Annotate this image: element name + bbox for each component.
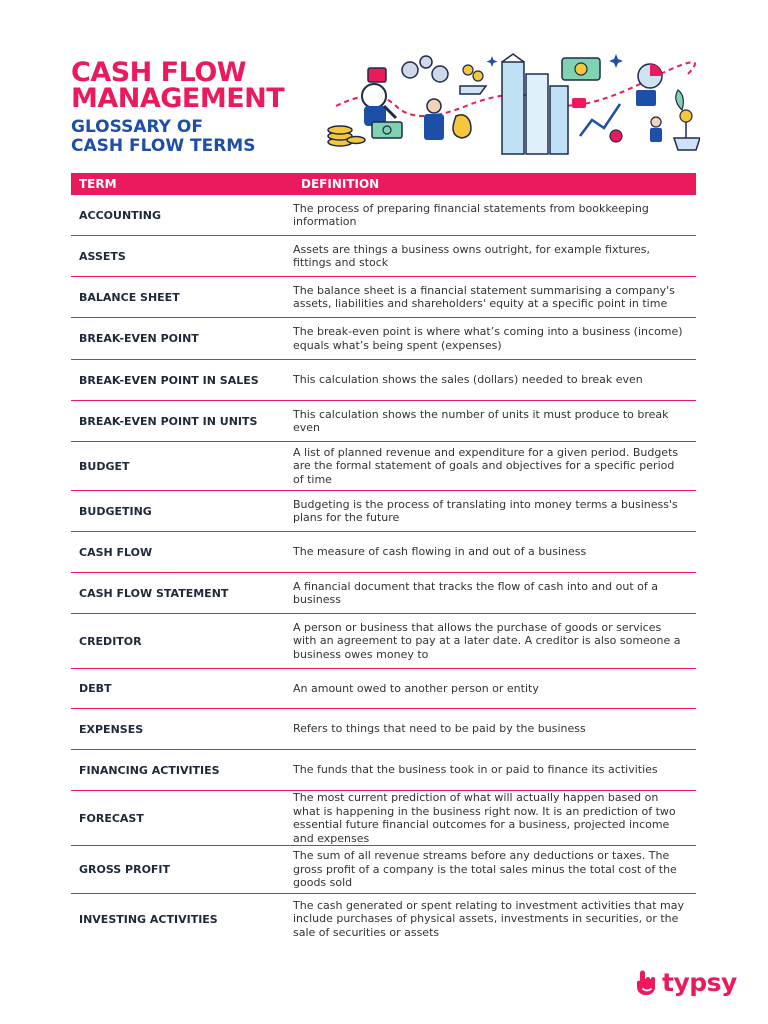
hand-logo-icon xyxy=(634,969,660,997)
row-term: FORECAST xyxy=(79,811,144,825)
gears-icon xyxy=(402,56,448,82)
businessman-icon xyxy=(424,99,471,140)
row-definition: The process of preparing financial statements from bookkeeping information xyxy=(293,201,649,228)
table-row xyxy=(71,750,696,791)
table-row xyxy=(71,894,696,944)
row-definition: The cash generated or spent relating to investment activities that may include purchases of physical assets, investments in securities, or the sale of securities or assets xyxy=(293,898,684,939)
hand-coins-icon xyxy=(460,65,486,94)
row-term: CREDITOR xyxy=(79,634,142,648)
table-row xyxy=(71,573,696,614)
table-row xyxy=(71,532,696,573)
page-header xyxy=(71,57,285,156)
table-row xyxy=(71,791,696,846)
typsy-logo xyxy=(634,968,737,997)
table-row xyxy=(71,709,696,750)
row-definition: A list of planned revenue and expenditure for a given period. Budgets are the formal statement of goals and objectives for a specific period of time xyxy=(293,445,679,486)
row-term: EXPENSES xyxy=(79,722,144,736)
row-term: BUDGETING xyxy=(79,504,152,518)
row-term: CASH FLOW STATEMENT xyxy=(79,586,229,600)
table-row xyxy=(71,360,696,401)
table-header xyxy=(71,173,696,195)
row-term: CASH FLOW xyxy=(79,545,153,559)
table-row xyxy=(71,277,696,318)
person-search-icon xyxy=(362,68,396,126)
subtitle-line-1: GLOSSARY OF xyxy=(71,117,203,137)
row-definition: An amount owed to another person or entity xyxy=(293,681,539,695)
row-definition: The most current prediction of what will actually happen based on what is happening in the business right now. It is an prediction of two essential future financial outcomes for a business, projected income and expenses xyxy=(293,791,676,845)
row-definition: The sum of all revenue streams before any deductions or taxes. The gross profit of a company is the total sales minus the total cost of the goods sold xyxy=(293,849,677,890)
table-row xyxy=(71,195,696,236)
table-row xyxy=(71,318,696,360)
coin-stack-icon xyxy=(328,126,365,146)
page-subtitle xyxy=(71,118,284,156)
trend-chart-icon xyxy=(572,98,622,142)
row-definition: A financial document that tracks the flow of cash into and out of a business xyxy=(293,579,658,606)
row-term: DEBT xyxy=(79,682,112,695)
table-body xyxy=(71,195,696,944)
row-definition: The measure of cash flowing in and out of a business xyxy=(293,545,587,559)
row-definition: Refers to things that need to be paid by the business xyxy=(293,722,586,736)
banknote-icon xyxy=(372,122,402,138)
row-definition: The balance sheet is a financial statement summarising a company's assets, liabilities and shareholders' equity at a specific point in time xyxy=(293,283,675,310)
row-definition: The break-even point is where what’s coming into a business (income) equals what’s being spent (expenses) xyxy=(293,325,683,352)
table-row xyxy=(71,236,696,277)
title-line-1: CASH FLOW xyxy=(71,57,247,88)
row-term: ASSETS xyxy=(79,249,126,263)
money-bill-icon xyxy=(562,58,600,80)
row-definition: This calculation shows the sales (dollars) needed to break even xyxy=(293,373,643,387)
subtitle-line-2: CASH FLOW TERMS xyxy=(71,136,256,156)
row-term: ACCOUNTING xyxy=(79,208,161,222)
column-header-term: TERM xyxy=(79,177,117,191)
table-row xyxy=(71,669,696,709)
title-line-2: MANAGEMENT xyxy=(71,83,285,114)
row-definition: A person or business that allows the purchase of goods or services with an agreement to pay at a later date. A creditor is also someone a business owes money to xyxy=(293,620,681,661)
table-row xyxy=(71,442,696,491)
row-term: GROSS PROFIT xyxy=(79,863,171,876)
row-term: BREAK-EVEN POINT xyxy=(79,332,199,345)
table-row xyxy=(71,491,696,532)
row-term: INVESTING ACTIVITIES xyxy=(79,912,218,926)
row-term: FINANCING ACTIVITIES xyxy=(79,763,220,777)
row-definition: This calculation shows the number of units it must produce to break even xyxy=(293,407,669,434)
row-term: BREAK-EVEN POINT IN SALES xyxy=(79,373,259,387)
row-definition: Assets are things a business owns outright, for example fixtures, fittings and stock xyxy=(293,242,651,269)
table-row xyxy=(71,401,696,442)
row-term: BREAK-EVEN POINT IN UNITS xyxy=(79,414,258,428)
column-header-definition: DEFINITION xyxy=(301,177,380,191)
row-definition: Budgeting is the process of translating into money terms a business's plans for the future xyxy=(293,497,678,524)
row-term: BALANCE SHEET xyxy=(79,290,180,304)
table-row xyxy=(71,846,696,894)
page-title xyxy=(71,57,285,114)
glossary-table xyxy=(71,173,696,944)
money-plant-icon xyxy=(674,90,700,150)
table-row xyxy=(71,614,696,669)
person-icon xyxy=(650,117,662,142)
logo-text: typsy xyxy=(662,968,737,997)
row-term: BUDGET xyxy=(79,459,130,473)
finance-illustration xyxy=(316,46,700,156)
row-definition: The funds that the business took in or paid to finance its activities xyxy=(293,763,658,777)
buildings-icon xyxy=(502,54,568,154)
